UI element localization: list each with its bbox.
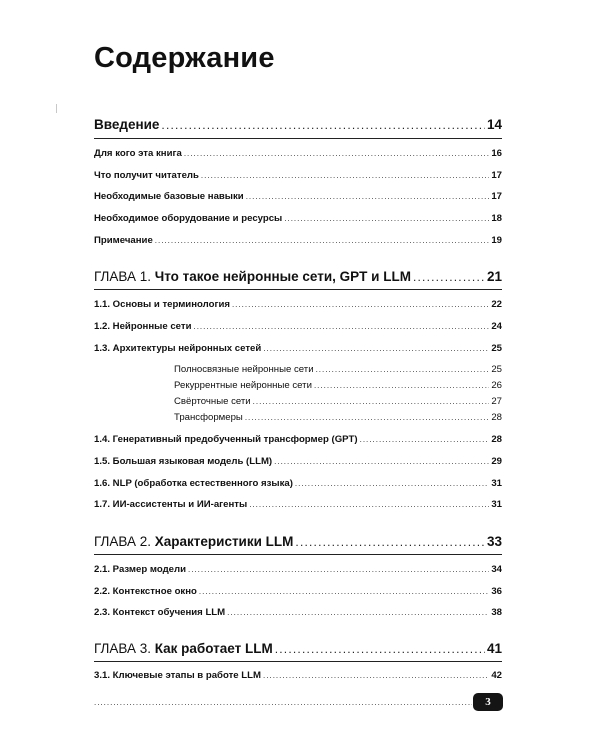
toc-entry-page: 26 <box>491 380 502 391</box>
toc-entry-page: 17 <box>491 170 502 181</box>
toc-entry-page: 31 <box>491 499 502 510</box>
dot-leader <box>199 587 489 596</box>
dot-leader <box>284 214 489 223</box>
page-number-badge: 3 <box>473 693 503 711</box>
footer-dot-line <box>94 698 472 708</box>
toc-entry-page: 36 <box>491 586 502 597</box>
toc-entry[interactable] <box>94 299 502 310</box>
toc-entry-page: 24 <box>491 321 502 332</box>
chapter-prefix: ГЛАВА 3. <box>94 641 155 656</box>
toc-entry-page: 42 <box>491 670 502 681</box>
toc-entry[interactable] <box>94 148 502 159</box>
page-title: Содержание <box>94 42 275 74</box>
toc-entry-title: Введение <box>94 117 160 132</box>
dot-leader <box>295 479 489 488</box>
toc-entry-page: 25 <box>491 364 502 375</box>
toc-subentry[interactable] <box>174 396 502 407</box>
dot-leader <box>263 344 489 353</box>
dot-leader <box>295 535 485 549</box>
toc-entry-page: 22 <box>491 299 502 310</box>
toc-entry-page: 19 <box>491 235 502 246</box>
dot-leader <box>360 435 490 444</box>
toc-entry-title: Что получит читатель <box>94 170 199 181</box>
toc-entry[interactable] <box>94 170 502 181</box>
dot-leader <box>274 457 489 466</box>
toc-entry[interactable] <box>94 478 502 489</box>
toc-entry-title: Полносвязные нейронные сети <box>174 364 314 375</box>
toc-entry-chapter-3[interactable] <box>94 641 502 656</box>
dot-leader <box>314 381 489 390</box>
toc-entry-page: 16 <box>491 148 502 159</box>
toc-entry[interactable] <box>94 670 502 681</box>
divider <box>94 661 502 662</box>
toc-subentry[interactable] <box>174 380 502 391</box>
toc-entry-page: 38 <box>491 607 502 618</box>
toc-entry-page: 33 <box>486 534 502 549</box>
toc-entry-page: 41 <box>486 641 502 656</box>
toc-entry-intro[interactable] <box>94 117 502 132</box>
toc-entry-page: 21 <box>486 269 502 284</box>
dot-leader <box>263 671 489 680</box>
dot-leader <box>316 365 490 374</box>
dot-leader <box>246 192 490 201</box>
toc-entry-page: 27 <box>491 396 502 407</box>
dot-leader <box>201 171 489 180</box>
toc-subentry[interactable] <box>174 412 502 423</box>
toc-subentry[interactable] <box>174 364 502 375</box>
dot-leader <box>253 397 490 406</box>
chapter-prefix: ГЛАВА 1. <box>94 269 155 284</box>
dot-leader <box>245 413 490 422</box>
toc-entry-title: 2.3. Контекст обучения LLM <box>94 607 226 618</box>
toc-entry-chapter-1[interactable] <box>94 269 502 284</box>
toc-entry-title: 2.2. Контекстное окно <box>94 586 197 597</box>
toc-entry[interactable] <box>94 343 502 354</box>
dot-leader <box>275 642 485 656</box>
toc-entry-page: 17 <box>491 191 502 202</box>
dot-leader <box>161 118 485 132</box>
toc-entry[interactable] <box>94 456 502 467</box>
toc-entry-title: 1.3. Архитектуры нейронных сетей <box>94 343 262 354</box>
toc-entry-title: Трансформеры <box>174 412 243 423</box>
toc-entry-title: 1.6. NLP (обработка естественного языка) <box>94 478 293 489</box>
toc-entry-title: 1.2. Нейронные сети <box>94 321 192 332</box>
divider <box>94 554 502 555</box>
toc-entry[interactable] <box>94 321 502 332</box>
divider <box>94 138 502 139</box>
toc-entry-title: Необходимое оборудование и ресурсы <box>94 213 283 224</box>
toc-entry-title: Необходимые базовые навыки <box>94 191 244 202</box>
scan-mark <box>56 104 57 113</box>
toc-entry[interactable] <box>94 607 502 618</box>
dot-leader <box>184 149 490 158</box>
toc-entry-title: Свёрточные сети <box>174 396 251 407</box>
toc-entry-page: 25 <box>491 343 502 354</box>
toc-entry-title: 1.5. Большая языковая модель (LLM) <box>94 456 273 467</box>
toc-entry-title: 1.4. Генеративный предобученный трансформер (GPT) <box>94 434 358 445</box>
toc-entry-chapter-2[interactable] <box>94 534 502 549</box>
toc-entry-page: 18 <box>491 213 502 224</box>
dot-leader <box>413 270 485 284</box>
toc-entry-title: 1.1. Основы и терминология <box>94 299 230 310</box>
chapter-prefix: ГЛАВА 2. <box>94 534 155 549</box>
toc-entry-title: Для кого эта книга <box>94 148 182 159</box>
toc-entry-page: 29 <box>491 456 502 467</box>
toc-entry-page: 28 <box>491 434 502 445</box>
toc-entry-title: Рекуррентные нейронные сети <box>174 380 312 391</box>
dot-leader <box>232 300 489 309</box>
toc-entry[interactable] <box>94 586 502 597</box>
toc-entry-page: 14 <box>486 117 502 132</box>
toc-entry-page: 34 <box>491 564 502 575</box>
toc-entry-title: Примечание <box>94 235 153 246</box>
toc-entry[interactable] <box>94 213 502 224</box>
toc-entry-page: 28 <box>491 412 502 423</box>
chapter-title: Как работает LLM <box>154 641 273 656</box>
toc-entry[interactable] <box>94 191 502 202</box>
dot-leader <box>227 608 489 617</box>
toc-entry[interactable] <box>94 499 502 510</box>
dot-leader <box>193 322 489 331</box>
chapter-title: Характеристики LLM <box>154 534 294 549</box>
chapter-title: Что такое нейронные сети, GPT и LLM <box>154 269 411 284</box>
toc-entry[interactable] <box>94 434 502 445</box>
dot-leader <box>188 565 489 574</box>
toc-entry-page: 31 <box>491 478 502 489</box>
dot-leader <box>249 500 489 509</box>
divider <box>94 289 502 290</box>
toc-entry-title: 3.1. Ключевые этапы в работе LLM <box>94 670 262 681</box>
toc-entry-title: 1.7. ИИ-ассистенты и ИИ-агенты <box>94 499 248 510</box>
toc-entry-title: 2.1. Размер модели <box>94 564 187 575</box>
toc-entry[interactable] <box>94 564 502 575</box>
toc-entry[interactable] <box>94 235 502 246</box>
dot-leader <box>155 236 490 245</box>
